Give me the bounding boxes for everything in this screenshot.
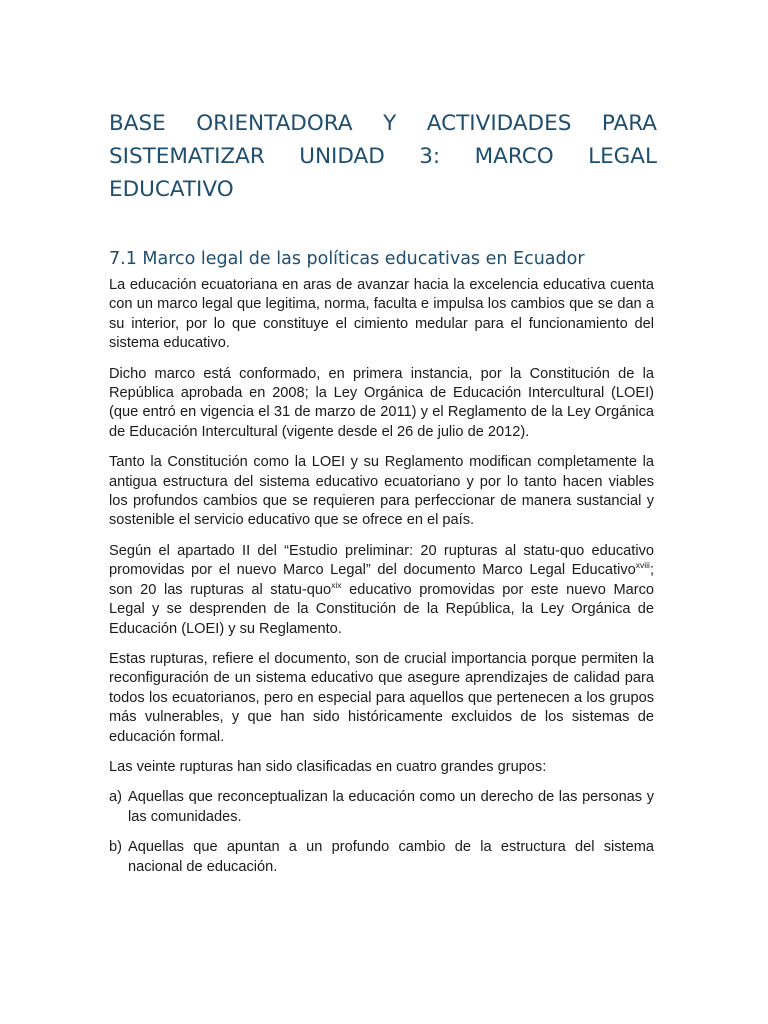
document-body [109,276,654,888]
paragraph-framework: Dicho marco está conformado, en primera instancia, por la Constitución de la República aprobada en 2008; la Ley Orgánica de Educación Intercultural (LOEI) (que entró en vigencia el 31 de marzo de 2011) y el Reglamento de la Ley Orgánica de Educación Intercultural (vigente desde el 26 de julio de 2012). [109,365,654,440]
list-marker: b) [109,839,122,856]
paragraph-importance: Estas rupturas, refiere el documento, son de crucial importancia porque permiten la reconfiguración de un sistema educativo que asegure aprendizajes de calidad para todos los ecuatorianos, pero en especial para aquellos que pertenecen a los grupos más vulnerables, y que han sido históricamente excluidos de los sistemas de educación formal. [109,650,654,745]
list-item [109,788,654,827]
rupture-groups-list [109,788,654,877]
paragraph-intro: La educación ecuatoriana en aras de avanzar hacia la excelencia educativa cuenta con un marco legal que legitima, norma, faculta e impulsa los cambios que se dan a su interior, por lo que constituye el cimiento medular para el funcionamiento del sistema educativo. [109,277,654,352]
endnote-marker-xviii: xviii [635,560,650,571]
list-item [109,838,654,877]
paragraph-ruptures-text-3: educativo promovidas por este nuevo Marco Legal y se desprenden de la Constitución de la República, la Ley Orgánica de Educación (LOEI) y su Reglamento. [109,581,654,637]
paragraph-ruptures-text-1: Según el apartado II del “Estudio preliminar: 20 rupturas al statu-quo educativo promovidas por el nuevo Marco Legal” del documento Marco Legal Educativo [109,542,654,579]
paragraph-classification: Las veinte rupturas han sido clasificadas en cuatro grandes grupos: [109,758,547,775]
document-title: BASE ORIENTADORA Y ACTIVIDADES PARA SISTEMATIZAR UNIDAD 3: MARCO LEGAL EDUCATIVO [109,111,657,202]
paragraph-changes: Tanto la Constitución como la LOEI y su Reglamento modifican completamente la antigua estructura del sistema educativo ecuatoriano y por lo tanto hacen viables los profundos cambios que se requieren para perfeccionar de manera sustancial y sostenible el servicio educativo que se ofrece en el país. [109,454,654,529]
list-item-text: Aquellas que reconceptualizan la educación como un derecho de las personas y las comunidades. [128,789,654,825]
list-item-text: Aquellas que apuntan a un profundo cambio de la estructura del sistema nacional de educación. [128,839,654,875]
section-heading: 7.1 Marco legal de las políticas educativas en Ecuador [109,249,585,269]
endnote-marker-xix: xix [331,579,342,590]
paragraph-ruptures [109,542,654,639]
list-marker: a) [109,789,122,806]
paragraph-ruptures-text-2: ; son 20 las rupturas al statu-quo [109,562,654,598]
